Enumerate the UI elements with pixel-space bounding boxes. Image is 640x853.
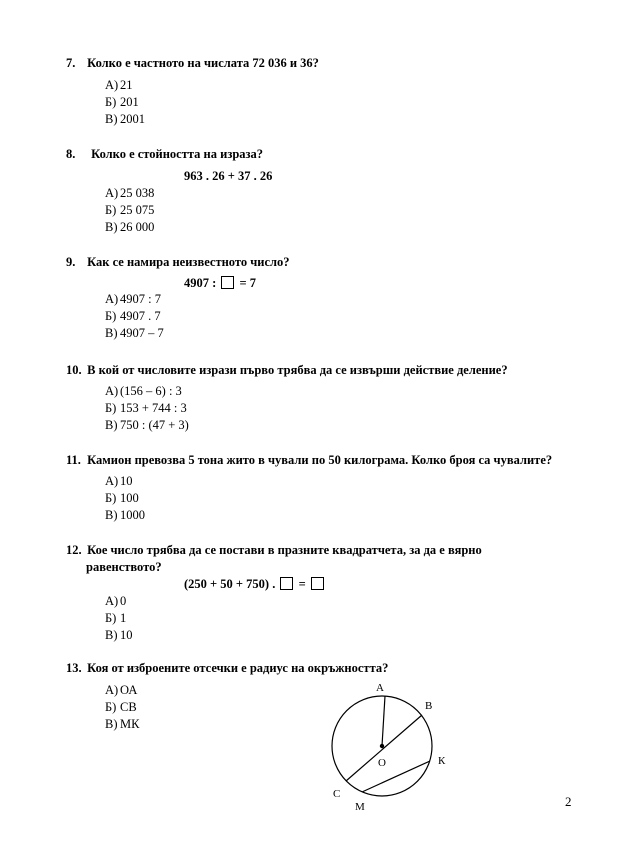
question-text: Колко е стойността на израза? (91, 147, 264, 161)
label-c: С (333, 788, 341, 800)
question-number: 11. (66, 453, 81, 467)
question-text: Колко е частното на числата 72 036 и 36? (87, 56, 319, 70)
option-c: В) 10 (105, 628, 133, 642)
option-b: Б) 153 + 744 : 3 (105, 401, 187, 415)
label-k: К (438, 755, 446, 767)
segment-oa (382, 696, 385, 746)
option-a: А) 25 038 (105, 186, 155, 200)
option-c: В) 750 : (47 + 3) (105, 418, 189, 432)
segment-mk (362, 761, 430, 792)
question-number: 12. (66, 543, 82, 557)
option-b: Б) 100 (105, 491, 139, 505)
question-number: 8. (66, 147, 76, 161)
page-number: 2 (565, 794, 572, 809)
expression: 4907 : = 7 (184, 276, 257, 290)
option-b: Б) 4907 . 7 (105, 309, 161, 323)
option-c: В) 4907 – 7 (105, 326, 164, 340)
label-m: М (355, 801, 365, 813)
label-a: А (376, 682, 384, 694)
option-b: Б) 1 (105, 611, 127, 625)
option-b: Б) СВ (105, 700, 137, 714)
expression: 963 . 26 + 37 . 26 (184, 169, 273, 183)
option-c: В) 1000 (105, 508, 145, 522)
question-text: Как се намира неизвестното число? (87, 255, 290, 269)
option-c: В) 2001 (105, 112, 145, 126)
option-c: В) 26 000 (105, 220, 155, 234)
option-b: Б) 25 075 (105, 203, 155, 217)
option-b: Б) 201 (105, 95, 139, 109)
option-a: А) 21 (105, 78, 133, 92)
option-a: А) (156 – 6) : 3 (105, 384, 182, 398)
option-a: А) ОА (105, 683, 138, 697)
expression: (250 + 50 + 750) . = (184, 577, 326, 592)
question-text: Камион превозва 5 тона жито в чували по 50 килограма. Колко броя са чувалите? (87, 453, 553, 467)
question-number: 7. (66, 56, 76, 70)
question-text: Коя от изброените отсечки е радиус на окръжността? (87, 661, 389, 675)
center-point (380, 744, 384, 748)
label-o: О (378, 757, 386, 769)
question-number: 10. (66, 363, 82, 377)
option-c: В) МК (105, 717, 140, 731)
option-a: А) 0 (105, 594, 127, 608)
question-text-line-2: равенството? (86, 560, 162, 574)
question-text-line-1: Кое число трябва да се постави в празните квадратчета, за да е вярно (87, 543, 482, 557)
option-a: А) 4907 : 7 (105, 292, 161, 306)
question-text: В кой от числовите изрази първо трябва да се извърши действие деление? (87, 363, 508, 377)
question-number: 13. (66, 661, 82, 675)
label-b: В (425, 700, 433, 712)
option-a: А) 10 (105, 474, 133, 488)
question-number: 9. (66, 255, 76, 269)
segment-cb (346, 715, 422, 781)
